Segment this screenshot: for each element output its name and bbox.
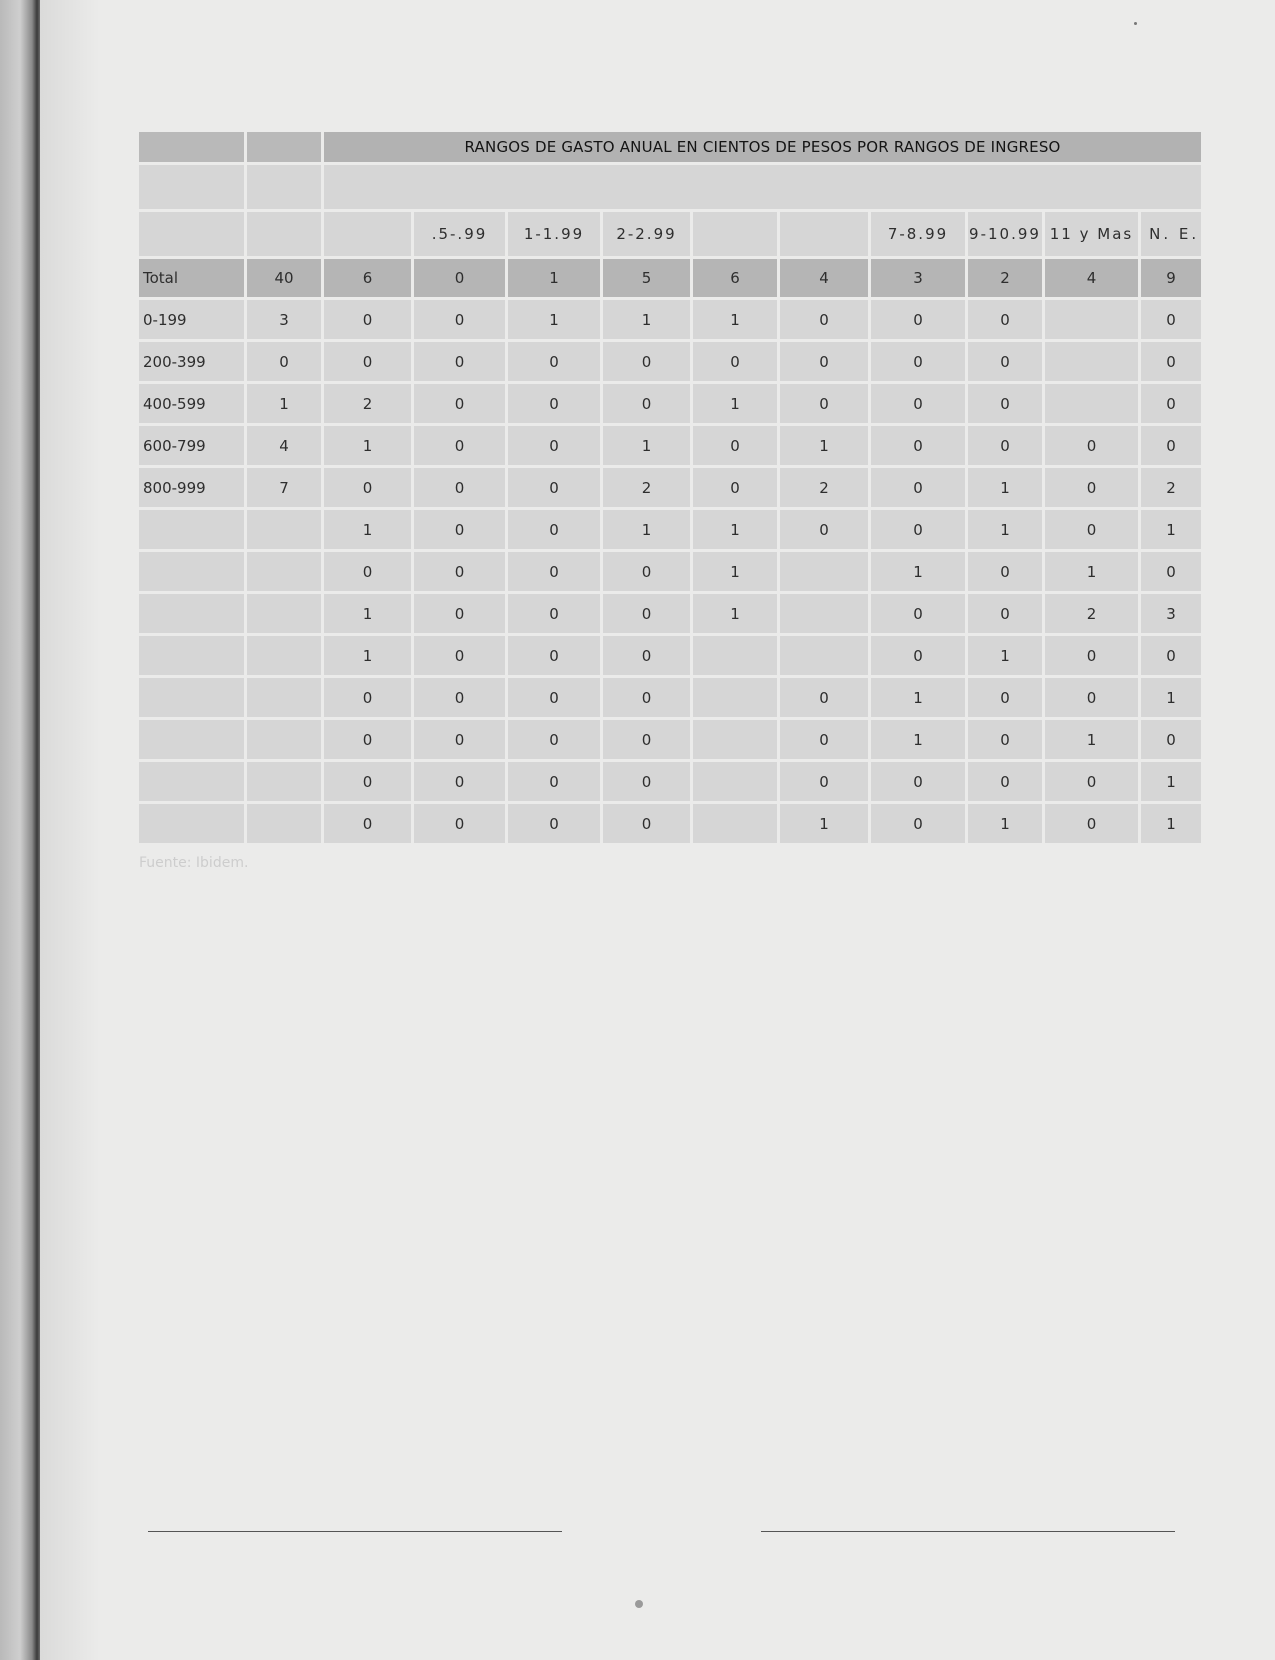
table-cell: 2 <box>968 259 1042 297</box>
row-label <box>139 594 244 633</box>
table-cell: 1 <box>968 510 1042 549</box>
table-cell: 1 <box>871 678 965 717</box>
table-cell: 0 <box>1045 510 1138 549</box>
table-cell: 1 <box>324 594 411 633</box>
table-cell: 0 <box>324 342 411 381</box>
table-cell: 40 <box>247 259 321 297</box>
table-cell: 0 <box>508 342 600 381</box>
table-cell <box>780 594 868 633</box>
table-cell: 0 <box>968 342 1042 381</box>
table-cell: 1 <box>968 468 1042 507</box>
table-cell: 1 <box>693 552 777 591</box>
table-cell: 0 <box>414 636 505 675</box>
table-cell: 0 <box>968 678 1042 717</box>
table-cell: 4 <box>247 426 321 465</box>
table-cell: 0 <box>324 720 411 759</box>
table-cell: 0 <box>693 342 777 381</box>
table-cell: 1 <box>1141 510 1201 549</box>
column-header <box>693 212 777 256</box>
table-cell: 0 <box>603 594 690 633</box>
table-cell: 0 <box>414 720 505 759</box>
column-header: 2-2.99 <box>603 212 690 256</box>
page-gutter-shade <box>40 0 100 1660</box>
table-cell: 0 <box>871 804 965 843</box>
column-header: .5-.99 <box>414 212 505 256</box>
row-label: 0-199 <box>139 300 244 339</box>
table-cell: 0 <box>603 804 690 843</box>
table-cell: 1 <box>603 510 690 549</box>
table-cell: 1 <box>1141 762 1201 801</box>
table-cell: 1 <box>1141 804 1201 843</box>
table-cell: 0 <box>414 762 505 801</box>
row-label <box>139 552 244 591</box>
row-label: 800-999 <box>139 468 244 507</box>
table-cell: 0 <box>414 804 505 843</box>
row-label <box>139 762 244 801</box>
table-cell: 0 <box>1141 720 1201 759</box>
source-note: Fuente: Ibidem. <box>139 855 249 871</box>
table-row <box>139 342 1201 381</box>
table-cell: 2 <box>1141 468 1201 507</box>
table-cell: 1 <box>968 636 1042 675</box>
table-cell: 0 <box>1141 384 1201 423</box>
table-cell: 0 <box>780 720 868 759</box>
table-cell: 0 <box>780 384 868 423</box>
table-cell: 0 <box>968 720 1042 759</box>
table-cell: 0 <box>780 510 868 549</box>
table-cell <box>247 552 321 591</box>
table-row <box>139 594 1201 633</box>
table-cell: 0 <box>414 510 505 549</box>
table-cell: 0 <box>1045 426 1138 465</box>
table-cell: 0 <box>603 342 690 381</box>
table-title: RANGOS DE GASTO ANUAL EN CIENTOS DE PESOS POR RANGOS DE INGRESO <box>324 132 1201 162</box>
column-header: 11 y Mas <box>1045 212 1138 256</box>
title-corner-cell <box>247 132 321 162</box>
row-label <box>139 804 244 843</box>
table-cell: 0 <box>508 594 600 633</box>
table-cell: 0 <box>508 720 600 759</box>
table-cell: 0 <box>414 678 505 717</box>
table-cell <box>780 552 868 591</box>
table-cell: 6 <box>324 259 411 297</box>
table-cell <box>693 678 777 717</box>
table-cell: 0 <box>324 678 411 717</box>
table-cell <box>247 594 321 633</box>
table-row <box>139 300 1201 339</box>
signature-line-left <box>148 1531 562 1532</box>
table-cell: 1 <box>508 259 600 297</box>
table-cell: 0 <box>871 468 965 507</box>
table-cell: 0 <box>871 762 965 801</box>
table-cell: 0 <box>414 300 505 339</box>
spending-income-table <box>136 129 1204 846</box>
table-cell: 0 <box>324 552 411 591</box>
table-cell: 0 <box>508 678 600 717</box>
table-cell <box>247 762 321 801</box>
table-cell: 0 <box>508 552 600 591</box>
table-cell: 1 <box>693 300 777 339</box>
table-cell: 0 <box>1045 804 1138 843</box>
table-cell: 0 <box>414 259 505 297</box>
table-cell: 2 <box>780 468 868 507</box>
table-row <box>139 804 1201 843</box>
table-row <box>139 426 1201 465</box>
table-cell: 1 <box>693 510 777 549</box>
table-cell: 0 <box>871 594 965 633</box>
table-cell <box>247 636 321 675</box>
column-header <box>324 212 411 256</box>
table-row <box>139 636 1201 675</box>
table-cell: 1 <box>247 384 321 423</box>
table-cell: 0 <box>414 552 505 591</box>
table-cell: 0 <box>508 804 600 843</box>
table-cell: 0 <box>324 804 411 843</box>
table-cell: 2 <box>1045 594 1138 633</box>
column-header: 1-1.99 <box>508 212 600 256</box>
table-cell: 0 <box>968 426 1042 465</box>
table-cell: 9 <box>1141 259 1201 297</box>
table-cell: 1 <box>1045 720 1138 759</box>
table-cell: 0 <box>1141 426 1201 465</box>
table-cell: 1 <box>780 804 868 843</box>
table-cell <box>247 720 321 759</box>
table-cell: 1 <box>693 384 777 423</box>
table-cell: 4 <box>780 259 868 297</box>
table-cell: 1 <box>324 426 411 465</box>
table-row <box>139 468 1201 507</box>
table-row <box>139 720 1201 759</box>
table-row <box>139 762 1201 801</box>
total-row <box>139 259 1201 297</box>
page-speck <box>1134 22 1137 25</box>
table-cell: 0 <box>603 720 690 759</box>
page-speck <box>635 1600 643 1608</box>
table-row <box>139 384 1201 423</box>
table-cell: 0 <box>871 384 965 423</box>
table-cell: 0 <box>871 636 965 675</box>
column-header: 9-10.99 <box>968 212 1042 256</box>
table-cell: 0 <box>324 300 411 339</box>
table-cell <box>780 636 868 675</box>
column-header: 7-8.99 <box>871 212 965 256</box>
table-cell: 2 <box>324 384 411 423</box>
table-cell: 0 <box>414 426 505 465</box>
table-cell: 0 <box>414 594 505 633</box>
table-cell: 0 <box>1045 762 1138 801</box>
table-cell: 0 <box>871 342 965 381</box>
signature-line-right <box>761 1531 1175 1532</box>
table-cell <box>1045 342 1138 381</box>
table-cell: 1 <box>693 594 777 633</box>
table-cell: 1 <box>324 636 411 675</box>
table-cell: 0 <box>1045 678 1138 717</box>
table-cell: 2 <box>603 468 690 507</box>
table-cell: 3 <box>247 300 321 339</box>
table-cell: 0 <box>508 762 600 801</box>
table-cell: 0 <box>1141 552 1201 591</box>
row-label: 400-599 <box>139 384 244 423</box>
table-cell: 0 <box>1045 468 1138 507</box>
table-cell: 0 <box>693 426 777 465</box>
row-label: Total <box>139 259 244 297</box>
table-cell: 0 <box>968 594 1042 633</box>
table-cell: 0 <box>968 384 1042 423</box>
table-cell: 0 <box>1141 342 1201 381</box>
column-header <box>247 212 321 256</box>
title-corner-cell <box>139 132 244 162</box>
table-blank-row <box>139 165 1201 209</box>
table-cell <box>693 762 777 801</box>
table-cell: 0 <box>414 468 505 507</box>
table-cell: 1 <box>603 300 690 339</box>
table-cell: 0 <box>414 384 505 423</box>
table-cell: 0 <box>780 678 868 717</box>
column-header <box>139 212 244 256</box>
table-cell: 1 <box>871 552 965 591</box>
table-cell: 1 <box>508 300 600 339</box>
table-row <box>139 510 1201 549</box>
row-label <box>139 678 244 717</box>
table-cell: 0 <box>603 762 690 801</box>
table-cell: 0 <box>780 762 868 801</box>
row-label: 600-799 <box>139 426 244 465</box>
table-cell <box>247 678 321 717</box>
blank-cell <box>247 165 321 209</box>
table-cell: 4 <box>1045 259 1138 297</box>
table-cell: 0 <box>508 636 600 675</box>
row-label <box>139 720 244 759</box>
table-cell: 0 <box>508 426 600 465</box>
table-cell: 1 <box>968 804 1042 843</box>
table-cell <box>1045 384 1138 423</box>
table-cell: 0 <box>508 468 600 507</box>
table-cell <box>1045 300 1138 339</box>
table-cell: 0 <box>603 678 690 717</box>
table-cell: 3 <box>1141 594 1201 633</box>
table-cell: 5 <box>603 259 690 297</box>
table-cell: 0 <box>603 384 690 423</box>
row-label <box>139 510 244 549</box>
row-label <box>139 636 244 675</box>
table-cell <box>693 720 777 759</box>
table-cell: 0 <box>324 762 411 801</box>
blank-cell <box>324 165 1201 209</box>
blank-cell <box>139 165 244 209</box>
table-cell: 0 <box>968 762 1042 801</box>
table-cell <box>693 804 777 843</box>
table-cell: 0 <box>508 510 600 549</box>
table-cell <box>693 636 777 675</box>
table-row <box>139 678 1201 717</box>
table-cell: 0 <box>247 342 321 381</box>
table-cell: 0 <box>871 426 965 465</box>
table-cell: 0 <box>871 300 965 339</box>
table-cell: 0 <box>603 552 690 591</box>
table-cell: 0 <box>508 384 600 423</box>
table-row <box>139 552 1201 591</box>
table-cell: 6 <box>693 259 777 297</box>
table-cell: 0 <box>1141 300 1201 339</box>
table-cell: 0 <box>603 636 690 675</box>
column-header: N. E. <box>1141 212 1201 256</box>
table-cell: 0 <box>968 552 1042 591</box>
table-cell: 1 <box>603 426 690 465</box>
column-header-row <box>139 212 1201 256</box>
table-cell: 7 <box>247 468 321 507</box>
table-cell: 1 <box>1141 678 1201 717</box>
table-cell: 1 <box>324 510 411 549</box>
table-cell <box>247 510 321 549</box>
table-cell: 3 <box>871 259 965 297</box>
table-cell: 1 <box>871 720 965 759</box>
table-cell: 0 <box>968 300 1042 339</box>
table-cell: 0 <box>1045 636 1138 675</box>
book-spine-shadow <box>0 0 40 1660</box>
table-cell: 0 <box>780 342 868 381</box>
table-cell: 1 <box>780 426 868 465</box>
table-cell <box>247 804 321 843</box>
table-cell: 0 <box>780 300 868 339</box>
row-label: 200-399 <box>139 342 244 381</box>
column-header <box>780 212 868 256</box>
table-cell: 0 <box>693 468 777 507</box>
table-cell: 0 <box>414 342 505 381</box>
table-title-row <box>139 132 1201 162</box>
table-cell: 0 <box>871 510 965 549</box>
table-cell: 1 <box>1045 552 1138 591</box>
table-cell: 0 <box>324 468 411 507</box>
table-cell: 0 <box>1141 636 1201 675</box>
